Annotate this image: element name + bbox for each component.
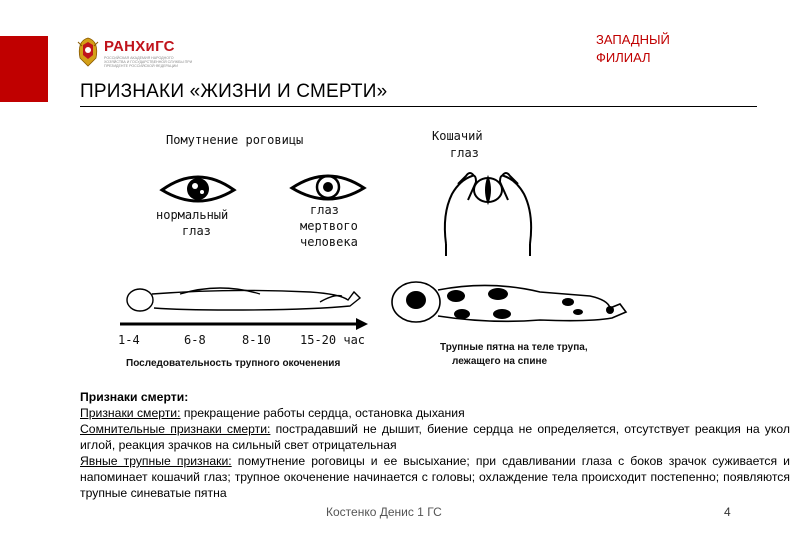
accent-bar (0, 36, 48, 102)
dead-eye-label-2: мертвого (300, 219, 358, 233)
signs-text: прекращение работы сердца, остановка дыхания (180, 406, 465, 420)
paragraph-obvious-signs (80, 453, 790, 501)
branch-line-1: ЗАПАДНЫЙ (596, 32, 670, 47)
obvious-signs-label: Явные трупные признаки: (80, 454, 232, 468)
content-block (80, 389, 790, 501)
normal-eye-icon (162, 177, 234, 201)
signs-of-death-illustration (110, 124, 650, 374)
spots-caption-2: лежащего на спине (452, 356, 548, 367)
obvious-signs-text: помутнение роговицы и ее высыхание; при сдавливании глаза с боков зрачок суживается и напоминает кошачий глаз; трупное окоченение начинается с головы; охлаждение тела происходит постепенно; появляются трупные синеватые пятна (80, 454, 790, 500)
spots-caption-1: Трупные пятна на теле трупа, (440, 342, 588, 353)
branch-line-2: ФИЛИАЛ (596, 50, 651, 65)
signs-label: Признаки смерти: (80, 406, 181, 420)
logo-text: РАНХиГС (104, 38, 175, 55)
logo-subtitle: РОССИЙСКАЯ АКАДЕМИЯ НАРОДНОГО ХОЗЯЙСТВА И ГОСУДАРСТВЕННОЙ СЛУЖБЫ ПРИ ПРЕЗИДЕНТЕ РОССИЙСКОЙ ФЕДЕРАЦИИ (104, 56, 193, 68)
body-with-spots-icon (392, 282, 626, 322)
cat-eye-hands-icon (445, 173, 531, 256)
normal-eye-label-2: глаз (182, 224, 211, 238)
timeline-tick-3: 8-10 (242, 333, 271, 347)
doubtful-signs-text: пострадавший не дышит, биение сердца не определяется, отсутствует реакция на укол иглой, реакция зрачков на сильный свет отрицательная (80, 422, 790, 452)
cornea-title: Помутнение роговицы (166, 133, 304, 147)
normal-eye-label-1: нормальный (156, 208, 229, 222)
cat-eye-label-1: Кошачий (432, 129, 483, 143)
lying-body-icon (127, 288, 360, 311)
page-number: 4 (724, 505, 731, 519)
rigor-caption: Последовательность трупного окоченения (126, 358, 341, 369)
slide-title: ПРИЗНАКИ «ЖИЗНИ И СМЕРТИ» (80, 81, 388, 102)
timeline-tick-1: 1-4 (118, 333, 140, 347)
paragraph-signs (80, 405, 790, 421)
dead-eye-label-1: глаз (310, 203, 339, 217)
footer-author: Костенко Денис 1 ГС (326, 505, 442, 519)
doubtful-signs-label: Сомнительные признаки смерти: (80, 422, 271, 436)
timeline-tick-4: 15-20 час (300, 333, 366, 347)
dead-eye-icon (292, 176, 364, 199)
timeline-tick-2: 6-8 (184, 333, 206, 347)
title-divider (80, 106, 757, 107)
branch-label (596, 31, 670, 67)
dead-eye-label-3: человека (300, 235, 358, 249)
cat-eye-label-2: глаз (450, 146, 479, 160)
rigor-timeline-arrow (120, 318, 368, 330)
paragraph-doubtful-signs (80, 421, 790, 453)
content-heading: Признаки смерти: (80, 390, 189, 404)
